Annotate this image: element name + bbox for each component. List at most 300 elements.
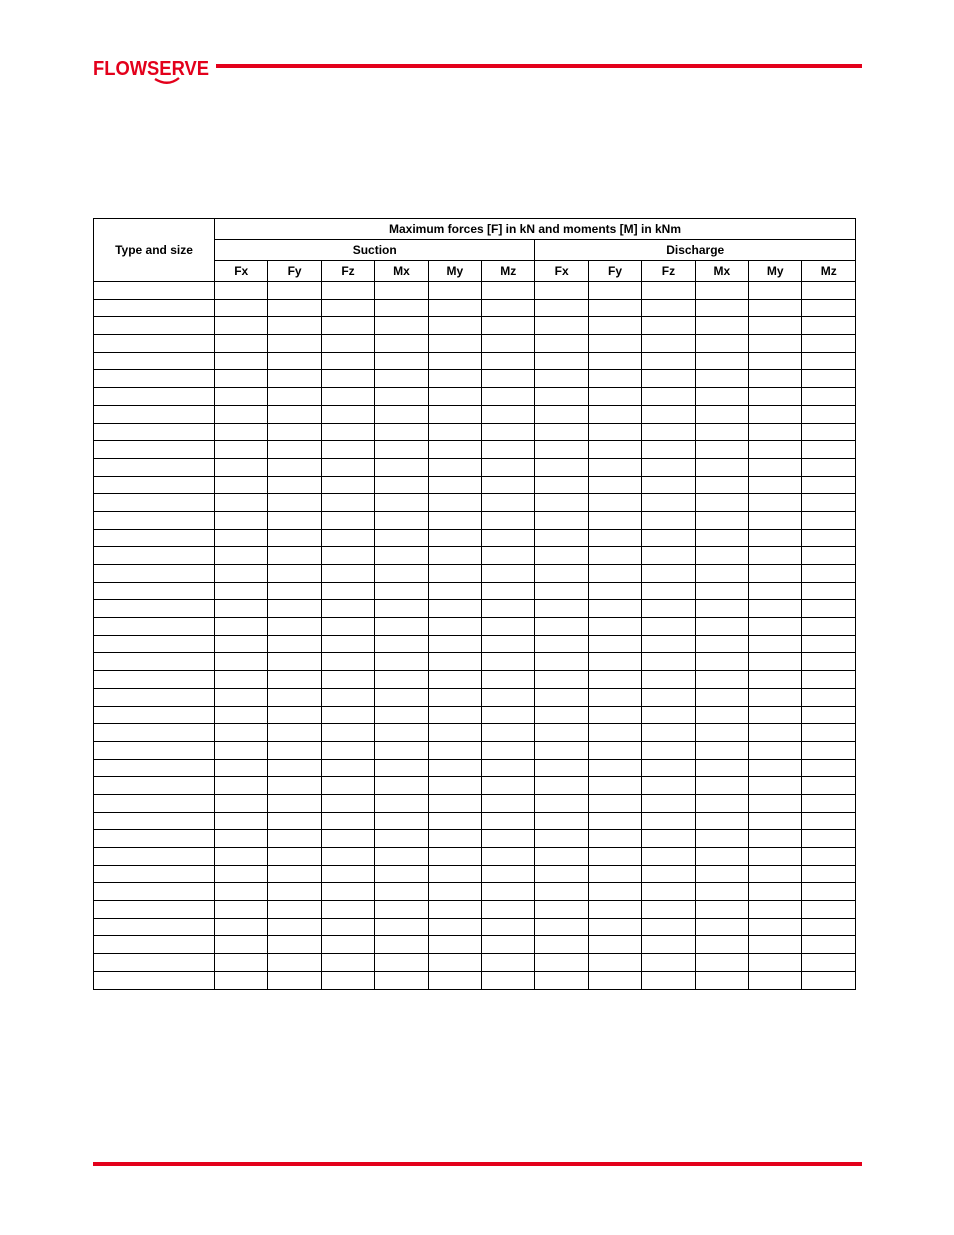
load-value-cell xyxy=(695,352,748,370)
load-value-cell xyxy=(428,476,481,494)
load-value-cell xyxy=(749,830,802,848)
load-value-cell xyxy=(321,405,374,423)
load-value-cell xyxy=(695,688,748,706)
load-value-cell xyxy=(428,547,481,565)
load-value-cell xyxy=(321,458,374,476)
load-value-cell xyxy=(215,759,268,777)
load-value-cell xyxy=(321,865,374,883)
load-value-cell xyxy=(321,848,374,866)
load-value-cell xyxy=(535,335,588,353)
load-value-cell xyxy=(749,971,802,989)
load-value-cell xyxy=(268,476,321,494)
load-value-cell xyxy=(749,759,802,777)
type-and-size-cell xyxy=(94,405,215,423)
load-value-cell xyxy=(375,565,428,583)
load-value-cell xyxy=(749,317,802,335)
load-value-cell xyxy=(642,565,695,583)
type-and-size-cell xyxy=(94,883,215,901)
load-value-cell xyxy=(428,370,481,388)
discharge-fz-header: Fz xyxy=(642,261,695,282)
load-value-cell xyxy=(802,671,856,689)
load-value-cell xyxy=(642,600,695,618)
table-row xyxy=(94,476,856,494)
load-value-cell xyxy=(642,618,695,636)
load-value-cell xyxy=(268,511,321,529)
load-value-cell xyxy=(215,405,268,423)
load-value-cell xyxy=(802,441,856,459)
load-value-cell xyxy=(642,299,695,317)
load-value-cell xyxy=(268,848,321,866)
load-value-cell xyxy=(749,954,802,972)
load-value-cell xyxy=(802,352,856,370)
load-value-cell xyxy=(642,971,695,989)
table-row xyxy=(94,335,856,353)
load-value-cell xyxy=(482,547,535,565)
load-value-cell xyxy=(535,635,588,653)
load-value-cell xyxy=(268,830,321,848)
table-row xyxy=(94,971,856,989)
load-value-cell xyxy=(802,494,856,512)
load-value-cell xyxy=(535,724,588,742)
type-and-size-cell xyxy=(94,901,215,919)
load-value-cell xyxy=(802,901,856,919)
load-value-cell xyxy=(215,441,268,459)
load-value-cell xyxy=(321,830,374,848)
type-and-size-cell xyxy=(94,582,215,600)
load-value-cell xyxy=(321,547,374,565)
load-value-cell xyxy=(802,405,856,423)
load-value-cell xyxy=(375,794,428,812)
load-value-cell xyxy=(321,565,374,583)
load-value-cell xyxy=(215,936,268,954)
type-and-size-cell xyxy=(94,547,215,565)
load-value-cell xyxy=(588,706,641,724)
table-row xyxy=(94,706,856,724)
load-value-cell xyxy=(749,352,802,370)
load-value-cell xyxy=(535,830,588,848)
load-value-cell xyxy=(642,494,695,512)
load-value-cell xyxy=(482,317,535,335)
load-value-cell xyxy=(535,370,588,388)
load-value-cell xyxy=(535,476,588,494)
discharge-mx-header: Mx xyxy=(695,261,748,282)
load-value-cell xyxy=(482,405,535,423)
load-value-cell xyxy=(482,759,535,777)
load-value-cell xyxy=(749,582,802,600)
load-value-cell xyxy=(802,794,856,812)
load-value-cell xyxy=(695,883,748,901)
load-value-cell xyxy=(375,388,428,406)
load-value-cell xyxy=(802,565,856,583)
load-value-cell xyxy=(802,282,856,300)
load-value-cell xyxy=(321,901,374,919)
load-value-cell xyxy=(268,653,321,671)
load-value-cell xyxy=(749,635,802,653)
load-value-cell xyxy=(749,547,802,565)
load-value-cell xyxy=(482,423,535,441)
type-and-size-cell xyxy=(94,777,215,795)
load-value-cell xyxy=(321,299,374,317)
load-value-cell xyxy=(428,954,481,972)
type-and-size-cell xyxy=(94,370,215,388)
load-value-cell xyxy=(268,724,321,742)
load-value-cell xyxy=(535,352,588,370)
load-value-cell xyxy=(375,901,428,919)
load-value-cell xyxy=(642,388,695,406)
load-value-cell xyxy=(695,335,748,353)
load-value-cell xyxy=(215,423,268,441)
load-value-cell xyxy=(215,317,268,335)
load-value-cell xyxy=(535,901,588,919)
load-value-cell xyxy=(802,618,856,636)
load-value-cell xyxy=(428,458,481,476)
type-and-size-cell xyxy=(94,848,215,866)
load-value-cell xyxy=(268,883,321,901)
load-value-cell xyxy=(642,830,695,848)
load-value-cell xyxy=(802,954,856,972)
flowserve-logo xyxy=(93,54,211,88)
load-value-cell xyxy=(321,335,374,353)
table-row xyxy=(94,299,856,317)
load-value-cell xyxy=(588,812,641,830)
load-value-cell xyxy=(642,335,695,353)
load-value-cell xyxy=(749,370,802,388)
load-value-cell xyxy=(695,918,748,936)
load-value-cell xyxy=(482,777,535,795)
load-value-cell xyxy=(375,511,428,529)
load-value-cell xyxy=(802,724,856,742)
type-and-size-cell xyxy=(94,388,215,406)
load-value-cell xyxy=(588,794,641,812)
load-value-cell xyxy=(428,529,481,547)
load-value-cell xyxy=(642,511,695,529)
load-value-cell xyxy=(215,653,268,671)
load-value-cell xyxy=(375,724,428,742)
load-value-cell xyxy=(321,688,374,706)
load-value-cell xyxy=(268,529,321,547)
load-value-cell xyxy=(802,741,856,759)
load-value-cell xyxy=(695,653,748,671)
load-value-cell xyxy=(802,777,856,795)
load-value-cell xyxy=(375,741,428,759)
load-value-cell xyxy=(642,370,695,388)
load-value-cell xyxy=(695,777,748,795)
table-row xyxy=(94,618,856,636)
load-value-cell xyxy=(588,529,641,547)
load-value-cell xyxy=(268,441,321,459)
type-and-size-cell xyxy=(94,494,215,512)
load-value-cell xyxy=(749,565,802,583)
load-value-cell xyxy=(749,812,802,830)
load-value-cell xyxy=(588,865,641,883)
type-and-size-cell xyxy=(94,971,215,989)
load-value-cell xyxy=(588,370,641,388)
suction-mz-header: Mz xyxy=(482,261,535,282)
load-value-cell xyxy=(802,971,856,989)
load-value-cell xyxy=(375,812,428,830)
load-value-cell xyxy=(428,671,481,689)
load-value-cell xyxy=(802,423,856,441)
load-value-cell xyxy=(695,901,748,919)
load-value-cell xyxy=(535,565,588,583)
load-value-cell xyxy=(321,971,374,989)
load-value-cell xyxy=(695,441,748,459)
load-value-cell xyxy=(482,794,535,812)
load-value-cell xyxy=(535,282,588,300)
load-value-cell xyxy=(588,352,641,370)
load-value-cell xyxy=(802,600,856,618)
load-value-cell xyxy=(321,317,374,335)
load-value-cell xyxy=(482,618,535,636)
load-value-cell xyxy=(482,388,535,406)
load-value-cell xyxy=(588,335,641,353)
load-value-cell xyxy=(428,653,481,671)
load-value-cell xyxy=(802,458,856,476)
load-value-cell xyxy=(215,794,268,812)
load-value-cell xyxy=(428,618,481,636)
load-value-cell xyxy=(268,423,321,441)
load-value-cell xyxy=(535,618,588,636)
table-row xyxy=(94,529,856,547)
load-value-cell xyxy=(215,335,268,353)
load-value-cell xyxy=(428,388,481,406)
load-value-cell xyxy=(428,865,481,883)
load-value-cell xyxy=(588,405,641,423)
load-value-cell xyxy=(321,671,374,689)
load-value-cell xyxy=(375,830,428,848)
load-value-cell xyxy=(482,954,535,972)
load-value-cell xyxy=(321,511,374,529)
load-value-cell xyxy=(695,405,748,423)
load-value-cell xyxy=(749,741,802,759)
load-value-cell xyxy=(268,458,321,476)
load-value-cell xyxy=(215,671,268,689)
load-value-cell xyxy=(588,423,641,441)
load-value-cell xyxy=(321,724,374,742)
table-row xyxy=(94,494,856,512)
table-row xyxy=(94,565,856,583)
load-value-cell xyxy=(375,706,428,724)
load-value-cell xyxy=(695,529,748,547)
table-row xyxy=(94,511,856,529)
load-value-cell xyxy=(695,830,748,848)
load-value-cell xyxy=(482,335,535,353)
load-value-cell xyxy=(588,299,641,317)
load-value-cell xyxy=(588,759,641,777)
load-value-cell xyxy=(428,971,481,989)
load-value-cell xyxy=(321,282,374,300)
load-value-cell xyxy=(535,529,588,547)
svg-text:FLOWSERVE: FLOWSERVE xyxy=(93,58,209,80)
load-value-cell xyxy=(535,759,588,777)
type-and-size-cell xyxy=(94,794,215,812)
load-value-cell xyxy=(802,653,856,671)
discharge-header: Discharge xyxy=(535,240,856,261)
load-value-cell xyxy=(482,511,535,529)
load-value-cell xyxy=(215,565,268,583)
load-value-cell xyxy=(482,971,535,989)
load-value-cell xyxy=(802,299,856,317)
load-value-cell xyxy=(482,883,535,901)
load-value-cell xyxy=(215,883,268,901)
load-value-cell xyxy=(802,812,856,830)
load-value-cell xyxy=(215,600,268,618)
load-value-cell xyxy=(375,582,428,600)
load-value-cell xyxy=(588,724,641,742)
load-value-cell xyxy=(749,299,802,317)
type-and-size-cell xyxy=(94,476,215,494)
load-value-cell xyxy=(535,794,588,812)
discharge-fy-header: Fy xyxy=(588,261,641,282)
load-value-cell xyxy=(428,741,481,759)
flowserve-logo-mark xyxy=(93,54,211,88)
table-row xyxy=(94,901,856,919)
load-value-cell xyxy=(535,706,588,724)
load-value-cell xyxy=(428,936,481,954)
load-value-cell xyxy=(215,830,268,848)
load-value-cell xyxy=(642,476,695,494)
load-value-cell xyxy=(215,741,268,759)
table-row xyxy=(94,317,856,335)
load-value-cell xyxy=(535,954,588,972)
load-value-cell xyxy=(428,299,481,317)
load-value-cell xyxy=(802,688,856,706)
load-value-cell xyxy=(535,741,588,759)
type-and-size-cell xyxy=(94,936,215,954)
type-and-size-cell xyxy=(94,918,215,936)
discharge-fx-header: Fx xyxy=(535,261,588,282)
table-row xyxy=(94,936,856,954)
suction-fy-header: Fy xyxy=(268,261,321,282)
load-value-cell xyxy=(588,918,641,936)
load-value-cell xyxy=(642,918,695,936)
load-value-cell xyxy=(482,600,535,618)
load-value-cell xyxy=(428,918,481,936)
load-value-cell xyxy=(482,529,535,547)
load-value-cell xyxy=(588,741,641,759)
load-value-cell xyxy=(375,671,428,689)
load-value-cell xyxy=(749,405,802,423)
type-and-size-cell xyxy=(94,618,215,636)
load-value-cell xyxy=(802,830,856,848)
load-value-cell xyxy=(428,724,481,742)
type-and-size-cell xyxy=(94,688,215,706)
load-value-cell xyxy=(695,282,748,300)
load-value-cell xyxy=(749,688,802,706)
load-value-cell xyxy=(375,618,428,636)
load-value-cell xyxy=(695,547,748,565)
load-value-cell xyxy=(482,706,535,724)
load-value-cell xyxy=(428,494,481,512)
load-value-cell xyxy=(535,405,588,423)
load-value-cell xyxy=(588,830,641,848)
type-and-size-cell xyxy=(94,671,215,689)
load-value-cell xyxy=(375,688,428,706)
load-value-cell xyxy=(482,724,535,742)
table-row xyxy=(94,954,856,972)
load-value-cell xyxy=(482,688,535,706)
load-value-cell xyxy=(802,317,856,335)
load-value-cell xyxy=(482,671,535,689)
type-and-size-cell xyxy=(94,653,215,671)
load-value-cell xyxy=(535,971,588,989)
load-value-cell xyxy=(375,848,428,866)
load-value-cell xyxy=(802,635,856,653)
load-value-cell xyxy=(695,812,748,830)
load-value-cell xyxy=(482,494,535,512)
load-value-cell xyxy=(375,971,428,989)
load-value-cell xyxy=(268,494,321,512)
load-value-cell xyxy=(695,582,748,600)
load-value-cell xyxy=(588,547,641,565)
load-value-cell xyxy=(428,688,481,706)
load-value-cell xyxy=(802,370,856,388)
load-value-cell xyxy=(535,299,588,317)
load-value-cell xyxy=(482,565,535,583)
type-and-size-cell xyxy=(94,299,215,317)
load-value-cell xyxy=(642,458,695,476)
table-body xyxy=(94,282,856,990)
load-value-cell xyxy=(749,653,802,671)
load-value-cell xyxy=(215,848,268,866)
load-value-cell xyxy=(749,918,802,936)
load-value-cell xyxy=(268,794,321,812)
table-row xyxy=(94,688,856,706)
load-value-cell xyxy=(428,582,481,600)
nozzle-loads-table xyxy=(93,218,856,990)
load-value-cell xyxy=(749,777,802,795)
load-value-cell xyxy=(482,299,535,317)
load-value-cell xyxy=(482,918,535,936)
load-value-cell xyxy=(321,441,374,459)
load-value-cell xyxy=(588,494,641,512)
load-value-cell xyxy=(802,529,856,547)
load-value-cell xyxy=(535,688,588,706)
load-value-cell xyxy=(428,883,481,901)
table-row xyxy=(94,388,856,406)
load-value-cell xyxy=(588,936,641,954)
load-value-cell xyxy=(749,706,802,724)
load-value-cell xyxy=(695,370,748,388)
load-value-cell xyxy=(268,954,321,972)
load-value-cell xyxy=(535,653,588,671)
load-value-cell xyxy=(215,352,268,370)
load-value-cell xyxy=(215,282,268,300)
load-value-cell xyxy=(268,282,321,300)
suction-header: Suction xyxy=(215,240,535,261)
load-value-cell xyxy=(375,441,428,459)
load-value-cell xyxy=(482,812,535,830)
load-value-cell xyxy=(695,759,748,777)
load-value-cell xyxy=(482,582,535,600)
load-value-cell xyxy=(749,671,802,689)
load-value-cell xyxy=(802,936,856,954)
table-row xyxy=(94,918,856,936)
load-value-cell xyxy=(749,511,802,529)
load-value-cell xyxy=(268,741,321,759)
table-row xyxy=(94,830,856,848)
table-row xyxy=(94,812,856,830)
load-value-cell xyxy=(749,600,802,618)
load-value-cell xyxy=(321,883,374,901)
load-value-cell xyxy=(695,971,748,989)
load-value-cell xyxy=(375,883,428,901)
load-value-cell xyxy=(695,458,748,476)
footer-rule xyxy=(93,1162,862,1166)
load-value-cell xyxy=(535,441,588,459)
load-value-cell xyxy=(642,741,695,759)
load-value-cell xyxy=(215,635,268,653)
